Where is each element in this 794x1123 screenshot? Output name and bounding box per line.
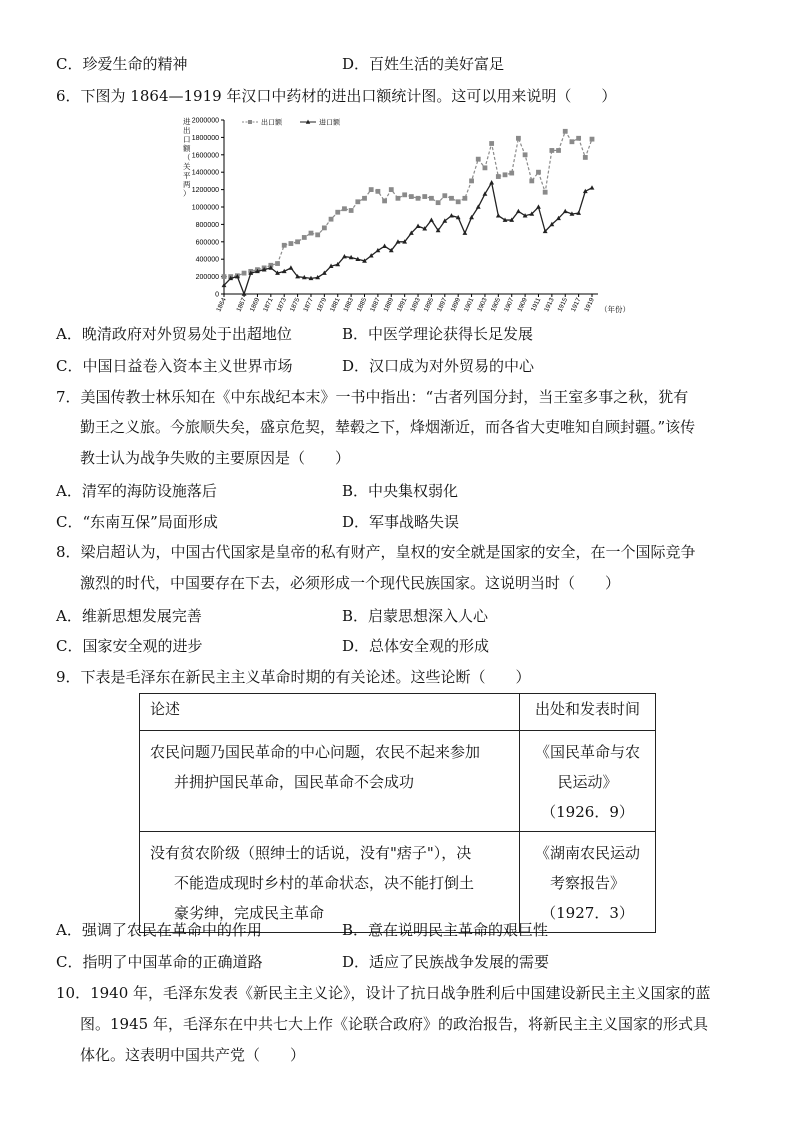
x-tick-label: 1871: [262, 296, 275, 313]
x-tick-label: 1901: [462, 296, 476, 313]
x-tick-label: 1891: [396, 296, 409, 313]
x-tick-label: 1909: [516, 296, 529, 313]
data-point-square: [362, 196, 367, 201]
x-tick-label: 1919: [583, 296, 596, 313]
table-row: [140, 832, 656, 933]
q8-option-b: B．启蒙思想深入人心: [342, 607, 489, 625]
data-point-square: [583, 155, 588, 160]
statement-line: 并拥护国民革命，国民革命不会成功: [174, 773, 415, 791]
q5-option-d: D．百姓生活的美好富足: [342, 55, 505, 73]
chart-y-axis-label: 进出口额（关平两）: [183, 117, 191, 198]
data-point-square: [322, 225, 327, 230]
data-point-square: [302, 235, 307, 240]
data-point-square: [355, 199, 360, 204]
q10-stem-line1: 10．1940 年，毛泽东发表《新民主主义论》，设计了抗日战争胜利后中国建设新民主主义国家的蓝: [56, 984, 711, 1002]
data-point-square: [456, 199, 461, 204]
q8-option-c: C．国家安全观的进步: [56, 637, 203, 655]
y-tick-label: 2000000: [191, 117, 219, 125]
data-point-square: [476, 157, 481, 162]
x-tick-label: 1883: [342, 296, 355, 313]
mao-quotes-table: [139, 693, 656, 933]
data-point-square: [422, 194, 427, 199]
data-point-square: [523, 152, 528, 157]
statement-line: 豪劣绅，完成民主革命: [174, 904, 325, 922]
data-point-square: [222, 274, 227, 279]
y-tick-label: 1400000: [191, 169, 219, 177]
q7-stem-line2: 勤王之义旅。今旅顺失矣，盛京危契，辇毂之下，烽烟渐近，而各省大吏唯知自顾封疆。”该传: [80, 418, 696, 436]
data-point-square: [436, 200, 441, 205]
data-point-square: [315, 232, 320, 237]
q9-option-a: A．强调了农民在革命中的作用: [56, 921, 262, 939]
data-point-square: [275, 261, 280, 266]
data-point-square: [289, 241, 294, 246]
y-tick-label: 1600000: [191, 152, 219, 160]
series-line-出口额: [224, 131, 592, 276]
q10-stem-line3: 体化。这表明中国共产党（ ）: [80, 1046, 306, 1064]
x-tick-label: 1915: [556, 296, 570, 313]
data-point-square: [409, 194, 414, 199]
data-point-square: [449, 196, 454, 201]
data-point-square: [483, 165, 488, 170]
q6-option-a: A．晚清政府对外贸易处于出超地位: [56, 325, 292, 343]
table-row: [140, 731, 656, 832]
q8-option-d: D．总体安全观的形成: [342, 637, 490, 655]
data-point-square: [309, 231, 314, 236]
q10-stem-line2: 图。1945 年，毛泽东在中共七大上作《论联合政府》的政治报告，将新民主主义国家的形式具: [80, 1015, 708, 1033]
chart-x-axis-label: （年份）: [600, 305, 630, 314]
import-export-chart: [180, 112, 630, 318]
q6-option-d: D．汉口成为对外贸易的中心: [342, 357, 535, 375]
data-point-triangle: [462, 231, 467, 235]
legend-marker-square: [248, 120, 252, 124]
data-point-triangle: [382, 244, 387, 248]
data-point-square: [429, 196, 434, 201]
data-point-square: [349, 208, 354, 213]
q8-stem-line2: 激烈的时代，中国要存在下去，必须形成一个现代民族国家。这说明当时（ ）: [80, 574, 621, 592]
data-point-square: [462, 196, 467, 201]
q9-option-c: C．指明了中国革命的正确道路: [56, 953, 263, 971]
q7-option-c: C．“东南互保”局面形成: [56, 513, 218, 531]
statement-line: 农民问题乃国民革命的中心问题，农民不起来参加: [150, 743, 481, 761]
table-header-source: 出处和发表时间: [520, 694, 656, 731]
data-point-square: [442, 193, 447, 198]
legend-label: 出口额: [261, 119, 282, 127]
table-cell-source: [520, 832, 656, 933]
data-point-square: [556, 148, 561, 153]
data-point-square: [369, 187, 374, 192]
q6-option-c: C．中国日益卷入资本主义世界市场: [56, 357, 293, 375]
x-tick-label: 1887: [369, 296, 382, 313]
y-tick-label: 800000: [195, 221, 219, 229]
x-tick-label: 1877: [302, 296, 315, 313]
source-line: 民运动》: [557, 773, 618, 791]
data-point-square: [342, 206, 347, 211]
data-point-square: [516, 136, 521, 141]
data-point-square: [509, 171, 514, 176]
data-point-square: [549, 148, 554, 153]
data-point-square: [536, 170, 541, 175]
data-point-square: [242, 271, 247, 276]
data-point-square: [590, 137, 595, 142]
table-cell-source: [520, 731, 656, 832]
q7-option-a: A．清军的海防设施落后: [56, 482, 217, 500]
x-tick-label: 1897: [436, 296, 449, 313]
x-tick-label: 1893: [409, 296, 422, 313]
table-cell-statement: [140, 832, 520, 933]
data-point-square: [389, 187, 394, 192]
q8-option-a: A．维新思想发展完善: [56, 607, 202, 625]
data-point-square: [503, 172, 508, 177]
data-point-square: [563, 129, 568, 134]
y-tick-label: 400000: [195, 256, 219, 264]
x-tick-label: 1869: [248, 296, 262, 313]
data-point-triangle: [289, 265, 294, 269]
x-tick-label: 1895: [422, 296, 436, 313]
data-point-triangle: [449, 213, 454, 217]
data-point-square: [576, 136, 581, 141]
series-line-进口额: [224, 183, 592, 294]
q6-stem: 6．下图为 1864—1919 年汉口中药材的进出口额统计图。这可以用来说明（ ）: [56, 87, 617, 105]
data-point-square: [335, 210, 340, 215]
q9-option-b: B．意在说明民主革命的艰巨性: [342, 921, 549, 939]
q6-option-b: B．中医学理论获得长足发展: [342, 325, 534, 343]
q9-option-d: D．适应了民族战争发展的需要: [342, 953, 550, 971]
data-point-triangle: [429, 217, 434, 221]
x-tick-label: 1907: [503, 296, 516, 313]
x-tick-label: 1903: [476, 296, 489, 313]
q8-stem-line1: 8．梁启超认为，中国古代国家是皇帝的私有财产，皇权的安全就是国家的安全，在一个国际竞争: [56, 543, 696, 561]
source-line: 《国民革命与农: [534, 743, 640, 761]
q7-stem-line3: 教士认为战争失败的主要原因是（ ）: [80, 449, 351, 467]
data-point-square: [529, 179, 534, 184]
data-point-triangle: [496, 213, 501, 217]
x-tick-label: 1867: [235, 296, 248, 313]
data-point-triangle: [563, 209, 568, 213]
data-point-square: [416, 196, 421, 201]
data-point-square: [282, 243, 287, 248]
legend-label: 进口额: [319, 119, 340, 127]
x-tick-label: 1889: [382, 296, 396, 313]
data-point-square: [329, 217, 334, 222]
x-tick-label: 1879: [315, 296, 329, 313]
table-cell-statement: [140, 731, 520, 832]
q7-option-d: D．军事战略失误: [342, 513, 460, 531]
q7-option-b: B．中央集权弱化: [342, 482, 459, 500]
table-header-statement: 论述: [140, 694, 520, 731]
x-tick-label: 1875: [288, 296, 302, 313]
q5-option-c: C．珍爱生命的精神: [56, 55, 188, 73]
q9-stem: 9．下表是毛泽东在新民主主义革命时期的有关论述。这些论断（ ）: [56, 668, 531, 686]
data-point-triangle: [590, 185, 595, 189]
source-line: 考察报告》: [549, 874, 625, 892]
x-tick-label: 1905: [489, 296, 503, 313]
data-point-triangle: [516, 209, 521, 213]
x-tick-label: 1913: [543, 296, 556, 313]
data-point-triangle: [489, 180, 494, 184]
x-tick-label: 1881: [329, 296, 342, 313]
data-point-square: [469, 179, 474, 184]
y-tick-label: 1000000: [191, 204, 219, 212]
data-point-square: [295, 239, 300, 244]
source-date: （1927．3）: [541, 904, 634, 922]
y-tick-label: 0: [215, 291, 219, 299]
table-header-row: [140, 694, 656, 731]
y-tick-label: 600000: [195, 239, 219, 247]
statement-line: 没有贫农阶级（照绅士的话说，没有"痞子"），决: [150, 844, 472, 862]
y-tick-label: 1800000: [191, 134, 219, 142]
y-tick-label: 200000: [195, 274, 219, 282]
source-line: 《湖南农民运动: [534, 844, 640, 862]
data-point-square: [382, 199, 387, 204]
x-tick-label: 1864: [215, 296, 228, 313]
data-point-square: [375, 189, 380, 194]
data-point-square: [496, 174, 501, 179]
source-date: （1926．9）: [541, 803, 634, 821]
x-tick-label: 1885: [355, 296, 369, 313]
statement-line: 不能造成现时乡村的革命状态，决不能打倒土: [174, 874, 475, 892]
data-point-square: [543, 190, 548, 195]
y-tick-label: 1200000: [191, 187, 219, 195]
q7-stem-line1: 7．美国传教士林乐知在《中东战纪本末》一书中指出：“古者列国分封，当王室多事之秋，犹有: [56, 388, 689, 406]
data-point-square: [396, 196, 401, 201]
data-point-triangle: [416, 224, 421, 228]
data-point-square: [402, 192, 407, 197]
x-tick-label: 1911: [530, 296, 543, 313]
data-point-square: [570, 139, 575, 144]
data-point-square: [489, 141, 494, 146]
x-tick-label: 1873: [275, 296, 289, 313]
data-point-triangle: [536, 204, 541, 208]
x-tick-label: 1899: [449, 296, 462, 313]
x-tick-label: 1917: [569, 296, 583, 313]
